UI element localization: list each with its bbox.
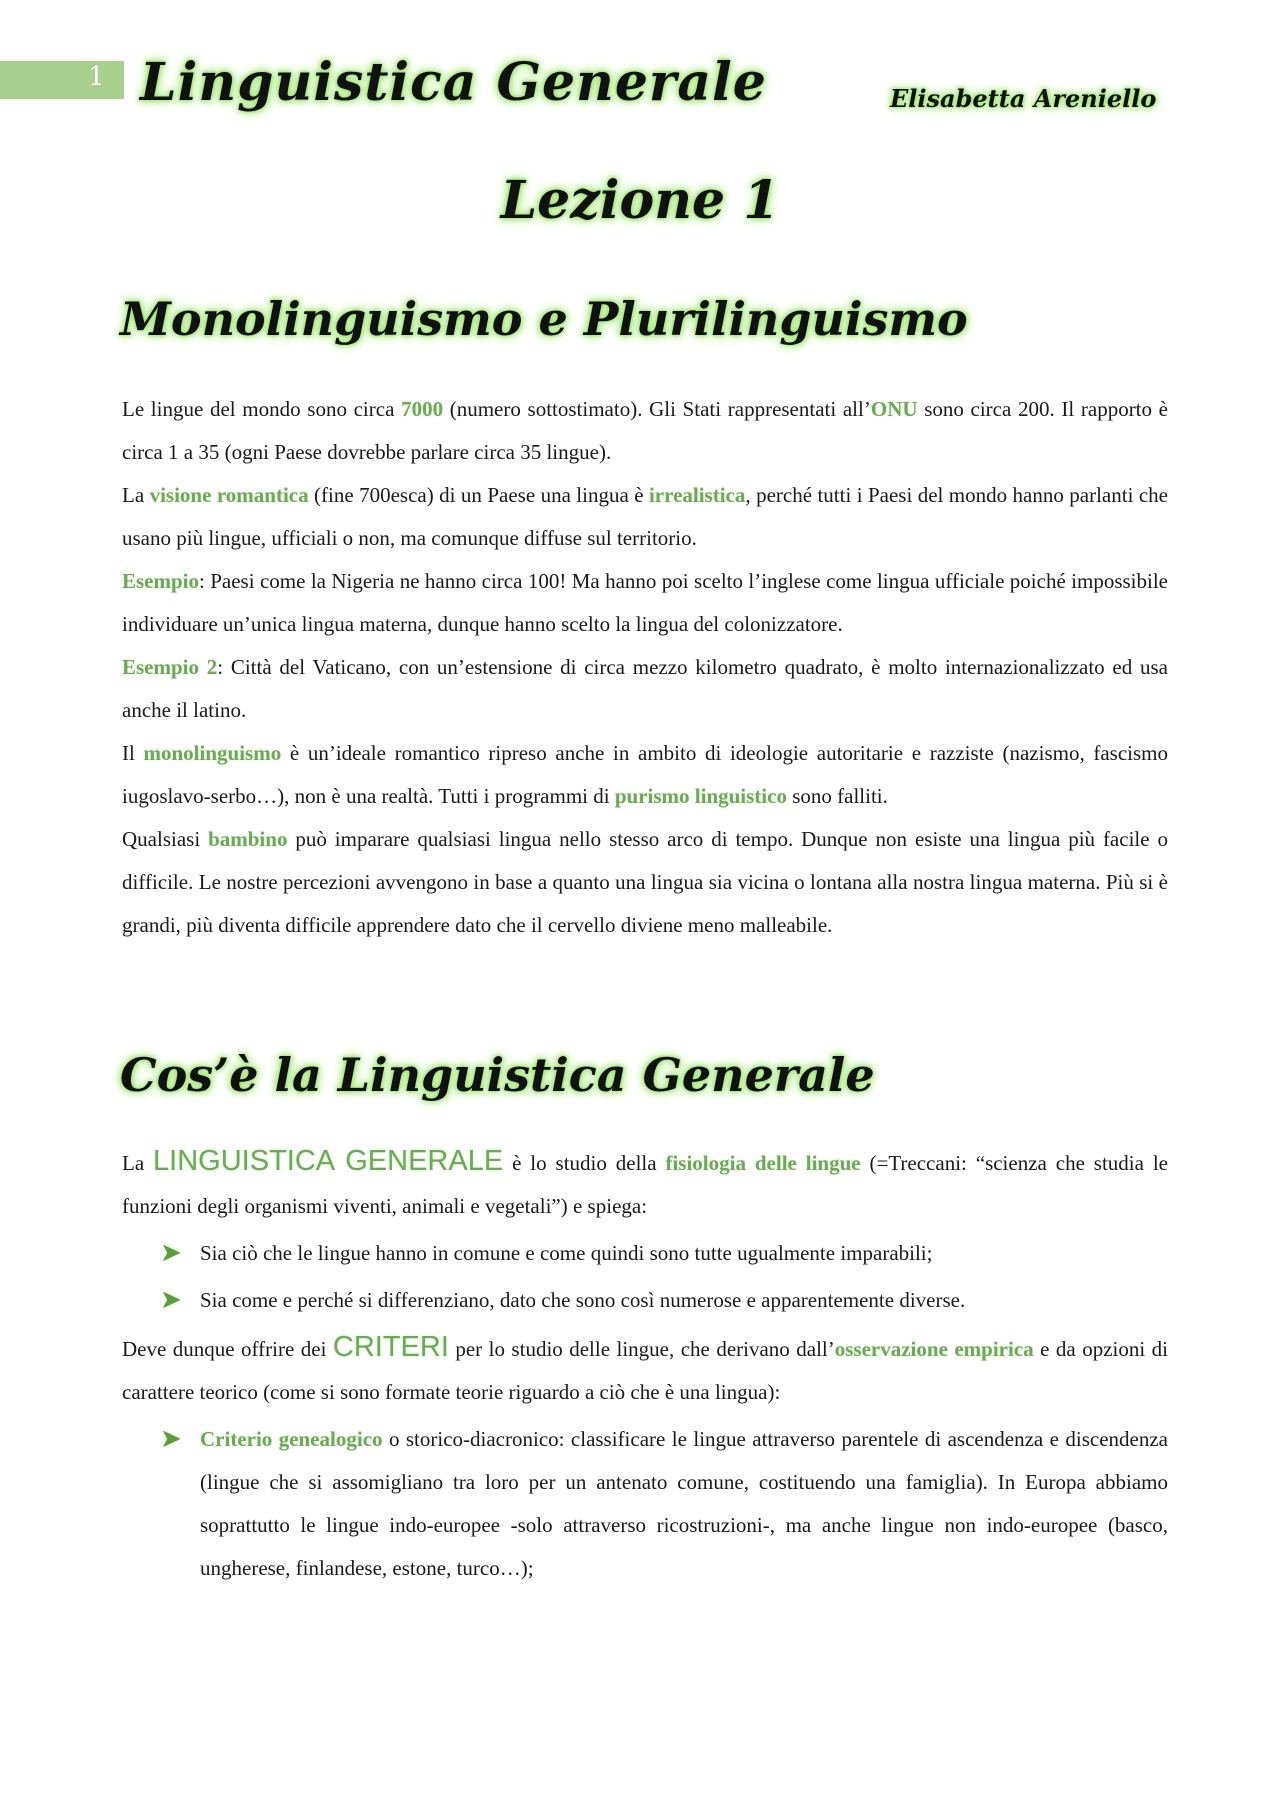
highlight: osservazione empirica <box>834 1337 1034 1361</box>
highlight: visione romantica <box>149 483 309 507</box>
paragraph <box>122 646 1168 732</box>
text: : Città del Vaticano, con un’estensione di circa mezzo kilometro quadrato, è molto internazionalizzato ed usa anche il latino. <box>122 655 1168 722</box>
text: Il <box>122 741 144 765</box>
highlight: Esempio 2 <box>122 655 218 679</box>
text: per lo studio delle lingue, che derivano dall’ <box>448 1337 835 1361</box>
document-title: Linguistica Generale <box>140 52 767 113</box>
text: (fine 700esca) di un Paese una lingua è <box>308 483 649 507</box>
paragraph <box>122 560 1168 646</box>
highlight: bambino <box>208 827 288 851</box>
list-item-text: Sia come e perché si differenziano, dato che sono così numerose e apparentemente diverse. <box>200 1288 966 1312</box>
highlight: Esempio <box>122 569 200 593</box>
arrow-bullet-icon: ➤ <box>160 1238 182 1268</box>
paragraph <box>122 474 1168 560</box>
paragraph <box>122 818 1168 947</box>
paragraph <box>122 732 1168 818</box>
text: La <box>122 1151 154 1175</box>
arrow-bullet-icon: ➤ <box>160 1285 182 1315</box>
author-name: Elisabetta Areniello <box>890 84 1157 113</box>
text: è un’ideale romantico ripreso anche in ambito di ideologie autoritarie e razziste (nazismo, fascismo iugoslavo-serbo…), non è una realtà. Tutti i programmi di <box>122 741 1169 808</box>
highlight: monolinguismo <box>143 741 282 765</box>
highlight: 7000 <box>401 397 444 421</box>
highlight: fisiologia delle lingue <box>665 1151 861 1175</box>
list-item <box>122 1418 1168 1590</box>
text: sono circa 200. Il rapporto è circa 1 a 35 (ogni Paese dovrebbe parlare circa 35 lingue). <box>122 397 1168 464</box>
text: Qualsiasi <box>122 827 209 851</box>
list-item-text: Sia ciò che le lingue hanno in comune e come quindi sono tutte ugualmente imparabili; <box>200 1241 933 1265</box>
lesson-title: Lezione 1 <box>500 170 780 231</box>
section-title-monolinguismo: Monolinguismo e Plurilinguismo <box>120 292 968 346</box>
highlight: irrealistica <box>648 483 746 507</box>
page-number: 1 <box>88 62 105 92</box>
paragraph <box>122 1140 1168 1228</box>
page-number-bar <box>0 61 124 99</box>
section-title-linguistica-generale: Cos’è la Linguistica Generale <box>120 1048 875 1102</box>
text: (numero sottostimato). Gli Stati rappresentati all’ <box>443 397 871 421</box>
text: e da opzioni di carattere teorico (come si sono formate teorie riguardo a ciò che è una lingua): <box>122 1337 1168 1404</box>
text: La <box>122 483 150 507</box>
section-body-monolinguismo <box>122 388 1168 947</box>
paragraph <box>122 1326 1168 1414</box>
list-item <box>122 1279 1168 1322</box>
text: sono falliti. <box>786 784 888 808</box>
highlight-large: CRITERI <box>332 1331 449 1363</box>
bullet-list <box>122 1418 1168 1590</box>
text: Le lingue del mondo sono circa <box>122 397 402 421</box>
highlight: purismo linguistico <box>614 784 787 808</box>
text: può imparare qualsiasi lingua nello stesso arco di tempo. Dunque non esiste una lingua più facile o difficile. Le nostre percezioni avvengono in base a quanto una lingua sia vicina o lontana alla nostra lingua materna. Più si è grandi, più diventa difficile apprendere dato che il cervello diviene meno malleabile. <box>122 827 1168 937</box>
section-body-linguistica-generale <box>122 1140 1168 1594</box>
paragraph <box>122 388 1168 474</box>
highlight: ONU <box>870 397 918 421</box>
text: è lo studio della <box>503 1151 666 1175</box>
highlight-large: LINGUISTICA GENERALE <box>153 1145 504 1177</box>
text: , perché tutti i Paesi del mondo hanno parlanti che usano più lingue, ufficiali o non, ma comunque diffuse sul territorio. <box>122 483 1168 550</box>
list-item <box>122 1232 1168 1275</box>
text: Deve dunque offrire dei <box>122 1337 333 1361</box>
text: (=Treccani: “scienza che studia le funzioni degli organismi viventi, animali e vegetali”) e spiega: <box>122 1151 1168 1218</box>
text: : Paesi come la Nigeria ne hanno circa 100! Ma hanno poi scelto l’inglese come lingua ufficiale poiché impossibile individuare un’unica lingua materna, dunque hanno scelto la lingua del colonizzatore. <box>122 569 1168 636</box>
bullet-list <box>122 1232 1168 1322</box>
highlight: Criterio genealogico <box>200 1427 383 1451</box>
arrow-bullet-icon: ➤ <box>160 1424 182 1454</box>
list-item-text: o storico-diacronico: classificare le lingue attraverso parentele di ascendenza e discendenza (lingue che si assomigliano tra loro per un antenato comune, costituendo una famiglia). In Europa abbiamo soprattutto le lingue indo-europee -solo attraverso ricostruzioni-, ma anche lingue non indo-europee (basco, ungherese, finlandese, estone, turco…); <box>200 1427 1168 1580</box>
